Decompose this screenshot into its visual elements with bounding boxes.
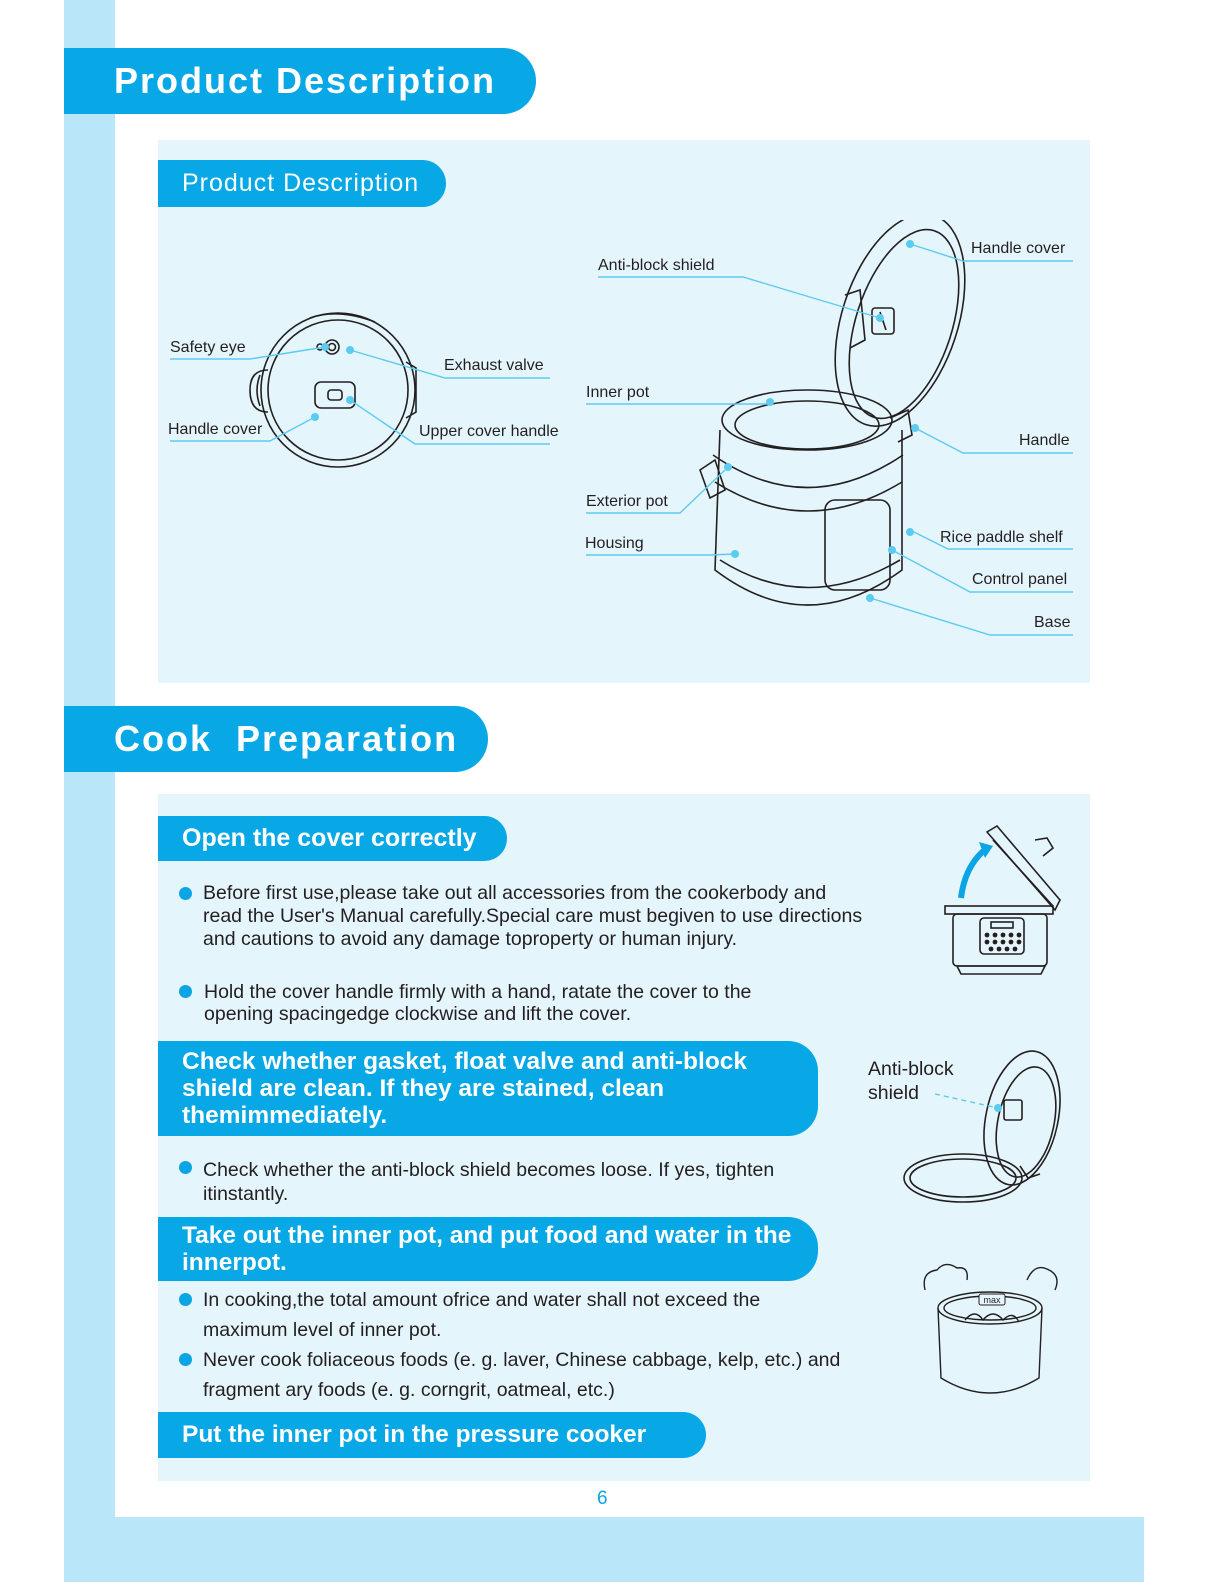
step2-text-1: Check whether the anti-block shield becomes loose. If yes, tighten itinstantly. <box>203 1159 775 1205</box>
step-open-cover-heading <box>158 816 507 861</box>
label-safety-eye: Safety eye <box>170 339 246 356</box>
label-exterior-pot: Exterior pot <box>586 493 668 510</box>
step-heading-text: Put the inner pot in the pressure cooker <box>182 1421 647 1448</box>
section-title-product-description <box>64 48 536 114</box>
bullet-dot <box>179 1293 192 1306</box>
label-control-panel: Control panel <box>972 571 1068 588</box>
subsection-title-text: Product Description <box>182 169 420 197</box>
bullet-dot <box>179 985 192 998</box>
section-title-text: Cook Preparation <box>114 718 459 759</box>
opening-cover-illustration <box>935 820 1070 980</box>
subsection-title-product-description <box>158 160 446 207</box>
step-heading-text: Take out the inner pot, and put food and water in the innerpot. <box>182 1222 792 1276</box>
anti-block-shield-illustration <box>900 1048 1070 1213</box>
section-title-text: Product Description <box>114 60 497 101</box>
step3-text-2: Never cook foliaceous foods (e. g. laver, Chinese cabbage, kelp, etc.) and fragment ary foods (e. g. corngrit, oatmeal, etc.) <box>203 1349 841 1401</box>
step-heading-text: Open the cover correctly <box>182 824 477 852</box>
label-anti-block-shield-illustration: Anti-block shield <box>868 1058 954 1104</box>
label-housing: Housing <box>585 535 644 552</box>
section-title-cook-preparation <box>64 706 488 772</box>
label-upper-cover-handle: Upper cover handle <box>419 423 559 440</box>
label-handle: Handle <box>1019 432 1070 449</box>
step-inner-pot-food-heading <box>158 1217 818 1281</box>
pot-max-mark: max <box>983 1295 1001 1305</box>
label-inner-pot: Inner pot <box>586 384 650 401</box>
bullet-dot <box>179 1353 192 1366</box>
page-number: 6 <box>597 1488 608 1509</box>
step-put-inner-pot-heading <box>158 1412 706 1458</box>
inner-pot-food-illustration <box>915 1258 1065 1403</box>
step3-text-1: In cooking,the total amount ofrice and water shall not exceed the maximum level of inner pot. <box>203 1289 761 1341</box>
label-anti-block-shield: Anti-block shield <box>598 257 715 274</box>
bullet-dot <box>179 887 192 900</box>
label-handle-cover: Handle cover <box>971 240 1066 257</box>
label-base: Base <box>1034 614 1071 631</box>
left-decor-strip <box>64 0 115 1582</box>
label-lid-handle-cover: Handle cover <box>168 421 263 438</box>
label-exhaust-valve: Exhaust valve <box>444 357 544 374</box>
label-rice-paddle-shelf: Rice paddle shelf <box>940 529 1063 546</box>
bullet-dot <box>179 1161 192 1174</box>
step-heading-text: Check whether gasket, float valve and anti-block shield are clean. If they are stained, clean themimmediately. <box>182 1048 748 1129</box>
lid-top-view-diagram <box>160 300 590 470</box>
step1-text-2: Hold the cover handle firmly with a hand, ratate the cover to the opening spacingedge clockwise and lift the cover. <box>204 981 752 1025</box>
bottom-decor-strip <box>64 1517 1144 1582</box>
step1-text-1: Before first use,please take out all accessories from the cookerbody and read the User's Manual carefully.Special care must begiven to use directions and cautions to avoid any damage toproperty or human injury. <box>203 882 863 950</box>
step-check-gasket-heading <box>158 1041 818 1136</box>
